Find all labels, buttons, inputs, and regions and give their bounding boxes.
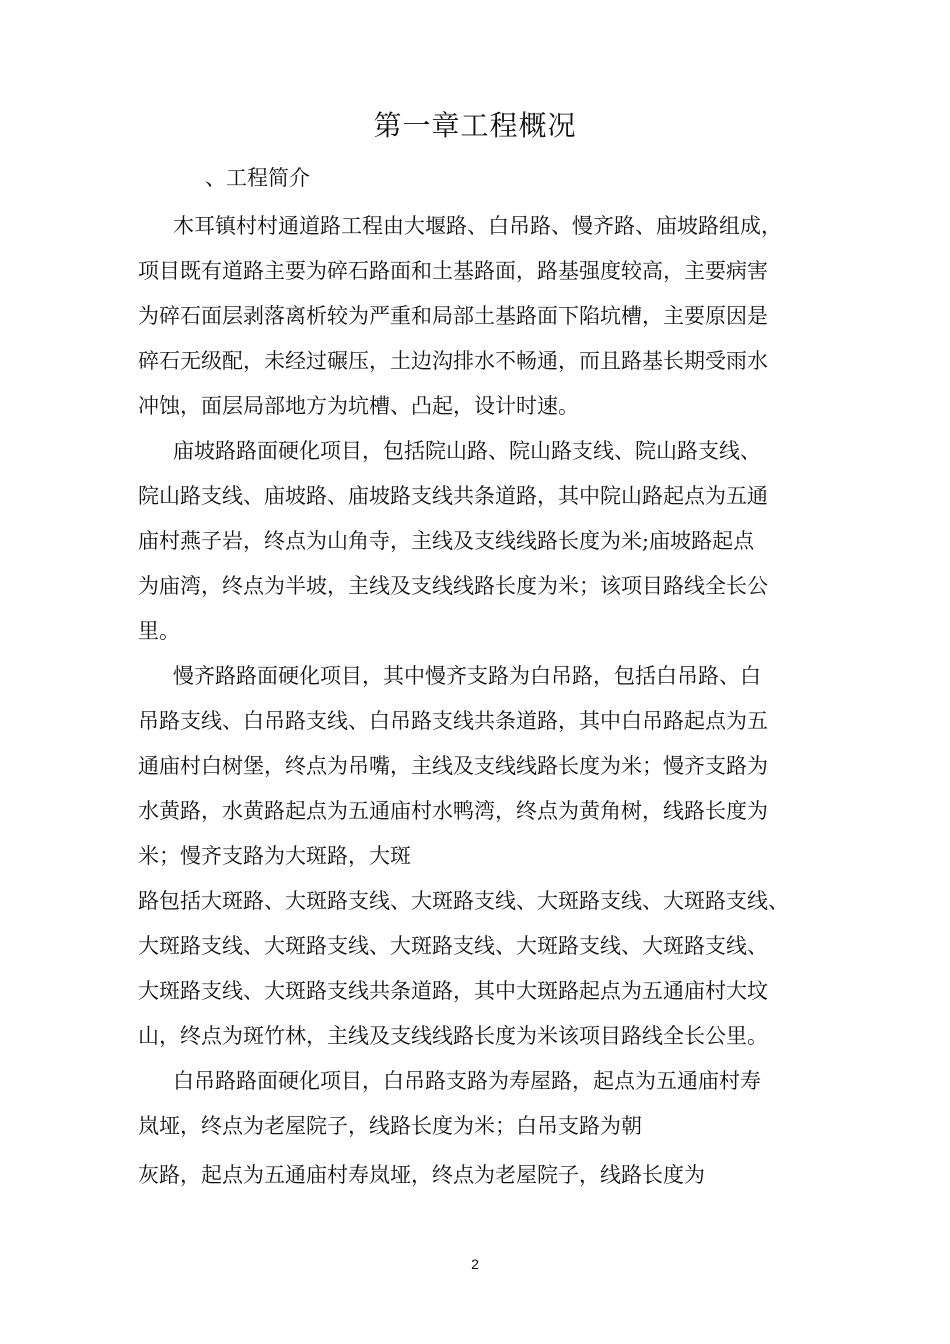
- paragraph-line: 路包括大斑路、大斑路支线、大斑路支线、大斑路支线、大斑路支线、: [138, 889, 789, 913]
- paragraph-line: 为碎石面层剥落离析较为严重和局部土基路面下陷坑槽，主要原因是: [138, 304, 768, 328]
- paragraph-line: 碎石无级配，未经过碾压，土边沟排水不畅通，而且路基长期受雨水: [138, 349, 768, 373]
- paragraph-line: 白吊路路面硬化项目，白吊路支路为寿屋路，起点为五通庙村寿: [173, 1069, 761, 1093]
- section-heading: 、工程简介: [205, 166, 310, 190]
- page-number: 2: [471, 1256, 479, 1272]
- paragraph-line: 通庙村白树堡，终点为吊嘴，主线及支线线路长度为米；慢齐支路为: [138, 754, 768, 778]
- paragraph-line: 冲蚀，面层局部地方为坑槽、凸起，设计时速。: [138, 394, 579, 418]
- paragraph-line: 项目既有道路主要为碎石路面和土基路面，路基强度较高，主要病害: [138, 259, 768, 283]
- paragraph-line: 里。: [138, 619, 180, 643]
- paragraph-line: 灰路，起点为五通庙村寿岚垭，终点为老屋院子，线路长度为: [138, 1163, 705, 1187]
- paragraph-line: 米；慢齐支路为大斑路，大斑: [138, 844, 411, 868]
- paragraph-line: 吊路支线、白吊路支线、白吊路支线共条道路，其中白吊路起点为五: [138, 709, 768, 733]
- paragraph-line: 大斑路支线、大斑路支线、大斑路支线、大斑路支线、大斑路支线、: [138, 934, 768, 958]
- paragraph-line: 木耳镇村村通道路工程由大堰路、白吊路、慢齐路、庙坡路组成，: [173, 214, 782, 238]
- paragraph-line: 水黄路，水黄路起点为五通庙村水鸭湾，终点为黄角树，线路长度为: [138, 799, 768, 823]
- paragraph-line: 大斑路支线、大斑路支线共条道路，其中大斑路起点为五通庙村大坟: [138, 979, 768, 1003]
- paragraph-line: 院山路支线、庙坡路、庙坡路支线共条道路，其中院山路起点为五通: [138, 484, 768, 508]
- chapter-title: 第一章工程概况: [373, 109, 577, 142]
- paragraph-line: 慢齐路路面硬化项目，其中慢齐支路为白吊路，包括白吊路、白: [173, 664, 761, 688]
- paragraph-line: 庙村燕子岩，终点为山角寺，主线及支线线路长度为米;庙坡路起点: [138, 529, 755, 553]
- paragraph-line: 庙坡路路面硬化项目，包括院山路、院山路支线、院山路支线、: [173, 439, 761, 463]
- paragraph-line: 为庙湾，终点为半坡，主线及支线线路长度为米；该项目路线全长公: [138, 574, 768, 598]
- paragraph-line: 岚垭，终点为老屋院子，线路长度为米；白吊支路为朝: [138, 1114, 642, 1138]
- paragraph-line: 山，终点为斑竹林，主线及支线线路长度为米该项目路线全长公里。: [138, 1024, 768, 1048]
